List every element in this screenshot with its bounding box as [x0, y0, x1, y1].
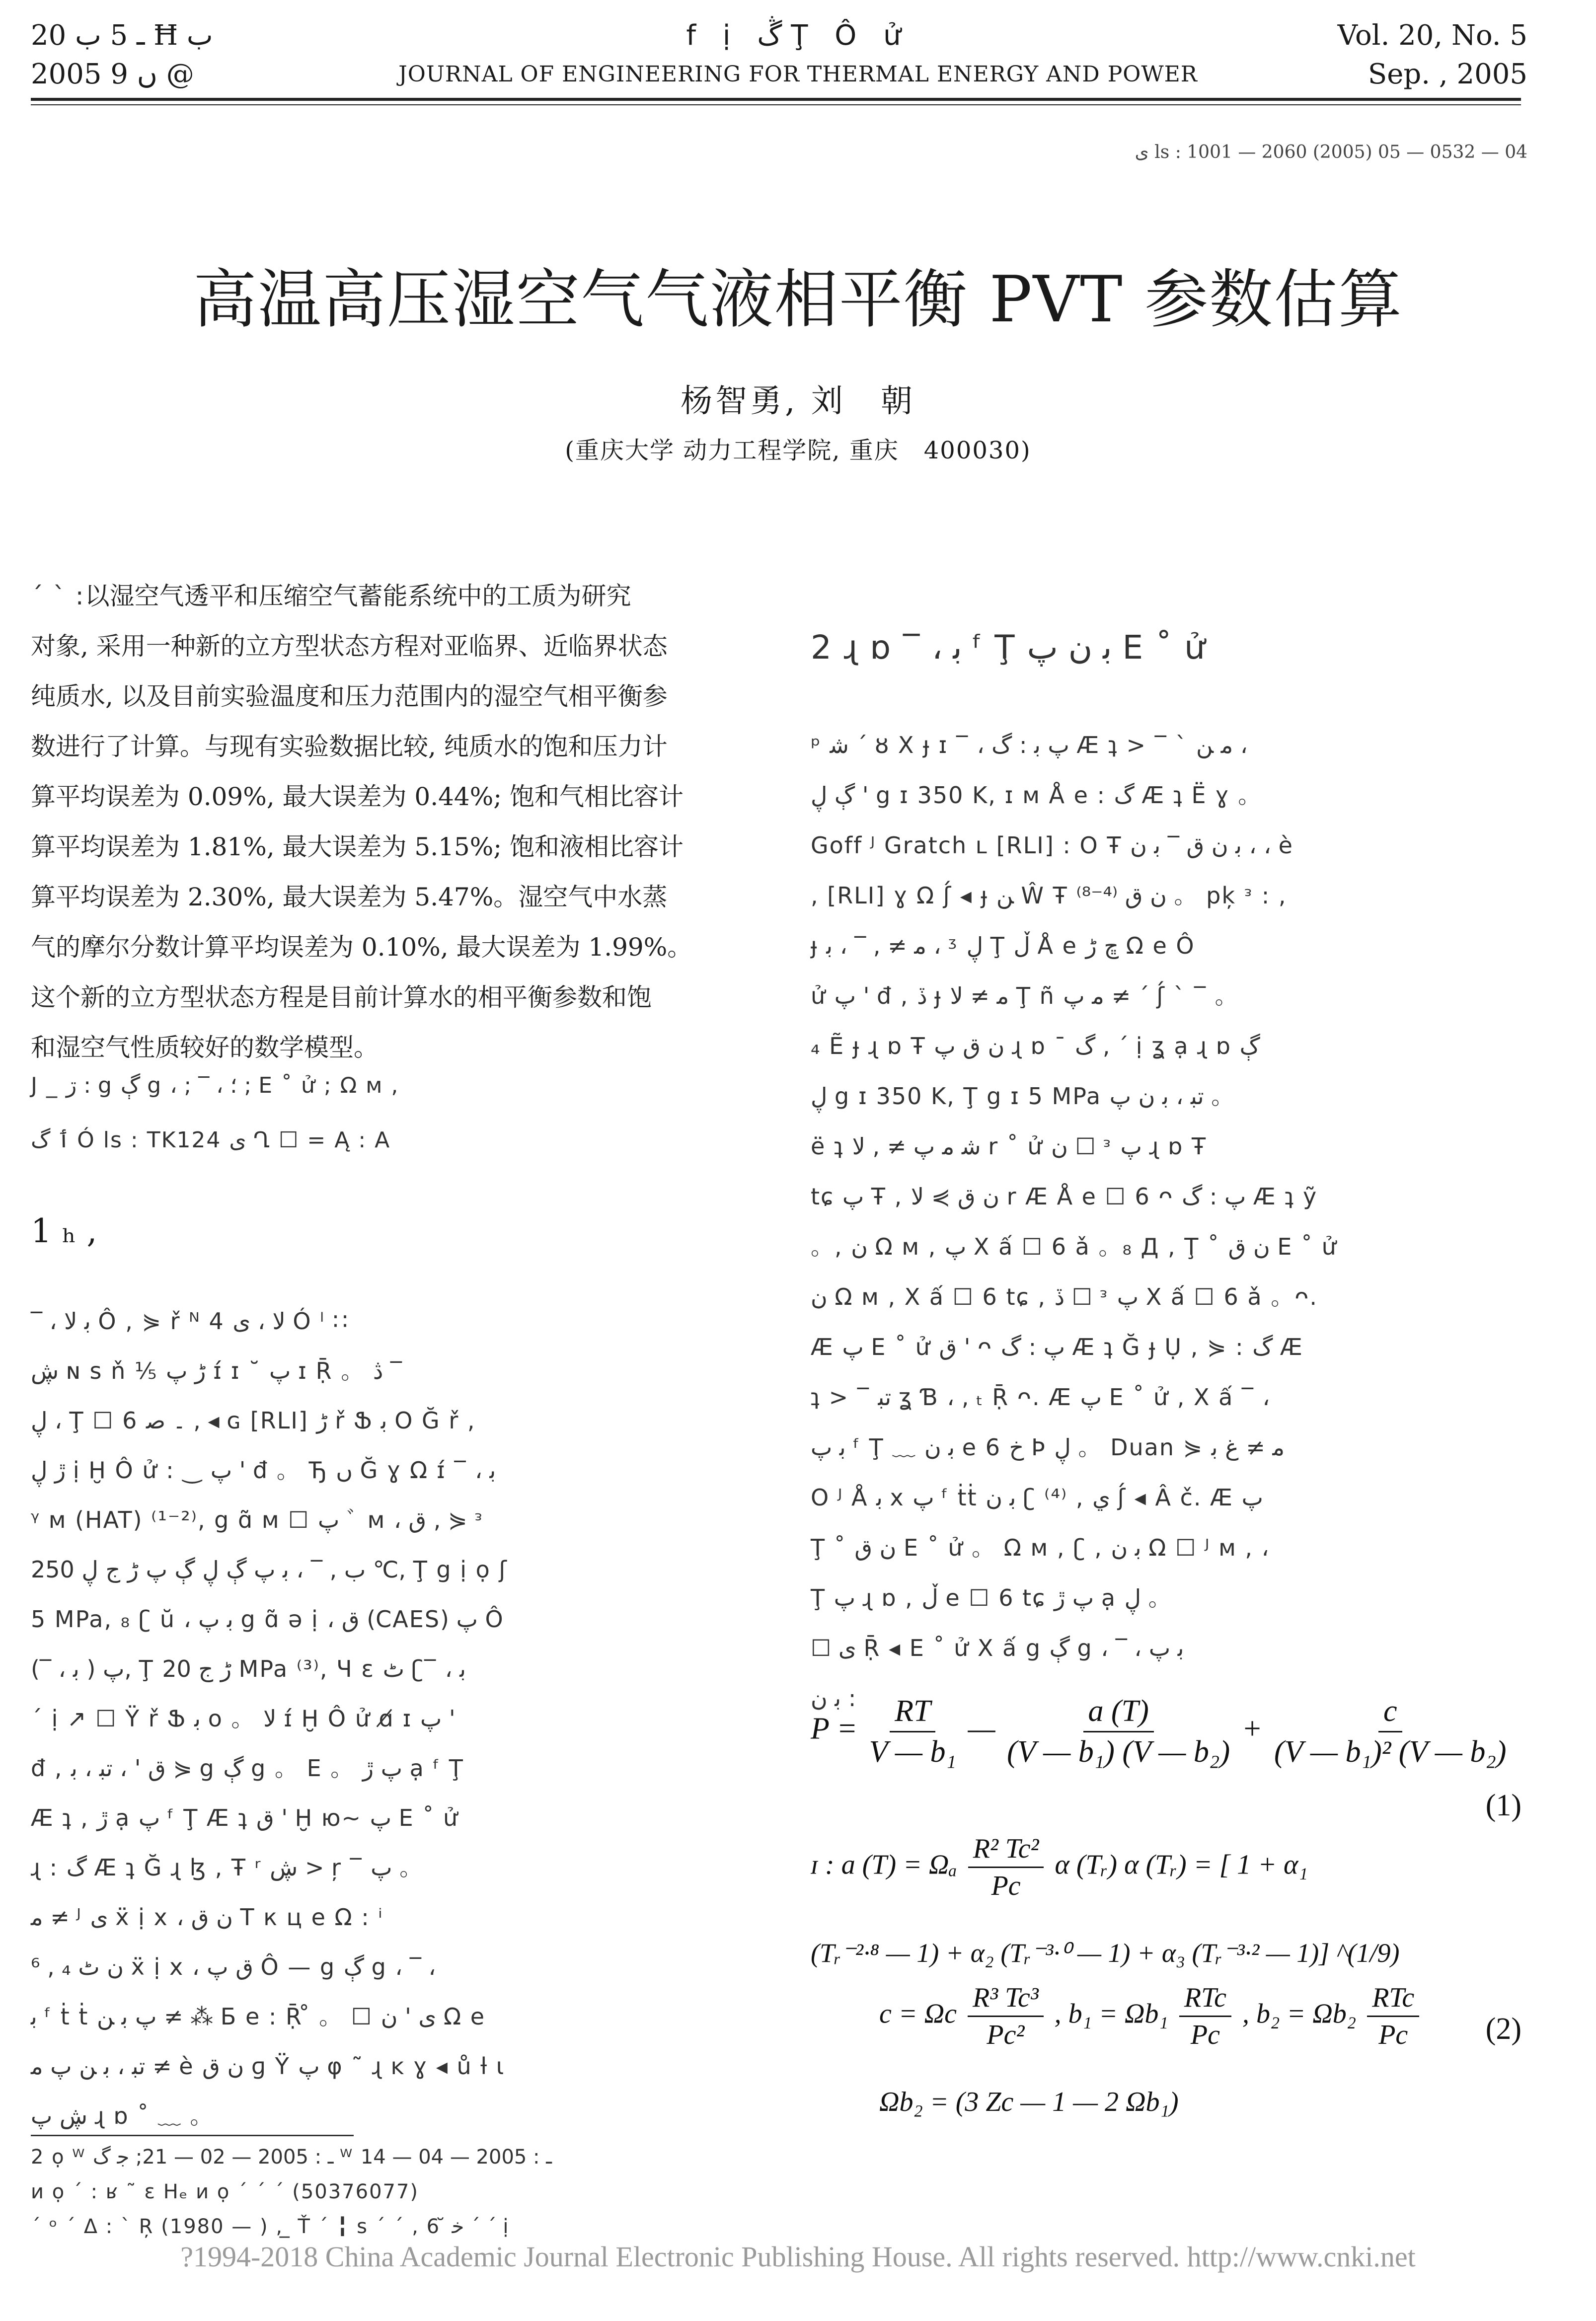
- body-line: ڙ ڸ ị Ḫ Ô ử : ‿ پ ' đ 。 Ђ ں Ğ ɣ Ω ɪ́ ‾ ، ﺑ: [31, 1457, 496, 1484]
- abstract-line: 算平均误差为 0.09%, 最大误差为 0.44%; 饱和气相比容计: [31, 782, 684, 811]
- equation-2-number: (2): [1485, 2012, 1521, 2046]
- eq2-b1-numerator: RTc: [1179, 1982, 1231, 2017]
- footnote-author: ˊ ᵒ ˊ Δ : ˋ Ŗ (1980 — ) , ̲ Ť ˊ ╏ s ˊ ˊ , ﺧ ̆ 6 ˊ ˊ ị: [31, 2215, 510, 2238]
- body-line: ﺑ پ ᶠ Ţ ﹏ ﺑ ن e 6 ﺥ Þ ڸ 。 Duan ⋟ ﻣ ≠ ﻍ ﺑ: [811, 1434, 1285, 1461]
- body-line: ử پ ' đ , ڏ ɟ ﻣ ≠ ﻻ Ţ ñ ﻣ پ ≠ ˊ ʃ́ ˋ ‾ 。: [811, 982, 1239, 1009]
- eq1-term2: [1007, 1694, 1230, 1770]
- volume-issue: Vol. 20, No. 5: [1337, 19, 1527, 52]
- body-line: ᵖ ﺷ ˊ ȣ X ɟ ɪ ‾ ، پ ﺑ : گ Æ ʇ > ‾ ˋ ﻣ ﻦ ،: [811, 732, 1248, 758]
- eq2-b1-denominator: Pc: [1190, 2020, 1220, 2050]
- body-line: tɕ پ Ŧ , ن ق ⋟ ﻻ r Æ Å e ☐ 6 ᴖ پ : گ Æ ʇ ỹ: [811, 1183, 1318, 1210]
- body-line: ᵞ ᴍ (HAT) ⁽¹⁻²⁾, g ɑ̃ ᴍ ☐ پ ﾞ ᴍ ، ق , ⋟ ᵌ: [31, 1506, 484, 1533]
- equation-2-line-2: (Tᵣ⁻²·⁸ — 1) + α₂ (Tᵣ⁻³·⁰ — 1) + α₃ (Tᵣ⁻³·² — 1)] ^(1/9): [811, 1938, 1400, 1968]
- abstract-line: 和湿空气性质较好的数学模型。: [31, 1033, 379, 1062]
- abstract-line: 气的摩尔分数计算平均误差为 0.10%, 最大误差为 1.99%。: [31, 933, 692, 962]
- section-1-heading: 1 ₕ ,: [31, 1212, 97, 1250]
- header-left-line2: 2005 ں 9 @: [31, 58, 194, 90]
- body-line: ڳ ڸ ' g ɪ 350 K, ɪ ᴍ Å e : گ Æ ʇ Ë ɣ 。: [811, 782, 1262, 809]
- eq1-term1-denominator: V — b₁: [869, 1735, 957, 1769]
- body-line: , [RLI] ɣ Ω ʃ́ ◂ ɟ ﻦ Ŵ Ŧ ن ق ⁽⁴⁻⁸⁾ 。 pķ ᵌ : ,: [811, 882, 1287, 909]
- body-line: Æ پ E ˚ ử ق ' ᴖ پ : گ Æ ʇ Ğ ɟ Ụ , ⋟ : گ Æ: [811, 1334, 1303, 1360]
- abstract-line-1: ˊ ˋ :以湿空气透平和压缩空气蓄能系统中的工质为研究: [31, 582, 631, 610]
- eq2-prefix: ɪ : a (T) = Ωₐ: [811, 1849, 957, 1880]
- body-line: 5 MPa, ₈ ʗ ŭ ، ﺑ پ g ɑ̃ ə ị ، ق (CAES) پ Ô: [31, 1606, 504, 1633]
- abstract-line: 数进行了计算。与现有实验数据比较, 纯质水的饱和压力计: [31, 732, 668, 761]
- body-line: ﺗﺒ ، ﺑ ﻦ پ ﻣ ≠ è ن ق ɡ Ÿ پ φ ˜ ɻ ĸ ɣ ◂ ů ƚ ɩ: [31, 2053, 505, 2080]
- body-line: 。, ن Ω ᴍ , پ X ấ ☐ 6 ǎ 。₈ Д , Ţ ˚ ن ق E ˚ ử: [811, 1233, 1337, 1260]
- abstract-line: 纯质水, 以及目前实验温度和压力范围内的湿空气相平衡参: [31, 682, 668, 711]
- equation-1: [811, 1694, 1531, 1770]
- body-line: đ , ق ' ، ﺗﺒ ، ﺑ ⋟ g ڳ g 。 E 。 پ ڙ ạ ᶠ Ţ: [31, 1755, 464, 1782]
- eq1-term3: [1274, 1694, 1507, 1770]
- eq2-c-lhs: c = Ωc: [879, 1998, 957, 2029]
- eq2-b2-denominator: Pc: [1378, 2020, 1408, 2050]
- abstract-line: 算平均误差为 2.30%, 最大误差为 5.47%。湿空气中水蒸: [31, 883, 668, 911]
- body-line: ɻ : گ Æ ʇ Ğ ɻ ɮ , Ŧ ʳ ڜ > ŗ ‾ پ 。: [31, 1854, 424, 1881]
- body-line: ڸ g ɪ 350 K, Ţ g ɪ 5 MPa ﺗﺒ ، ﺑ ن پ 。: [811, 1083, 1235, 1110]
- paper-authors: 杨智勇, 刘 朝: [681, 383, 915, 420]
- eq1-term1-numerator: RT: [890, 1694, 935, 1732]
- body-line: Ţ ˚ ن ق E ˚ ử 。 Ω ᴍ , ʗ , ﺑ ن Ω ☐ ᴶ ᴍ , ،: [811, 1534, 1269, 1561]
- body-line: ☐ ی Ṝ ◂ E ˚ ử X ấ g ڳ g ، ‾ ، ﺑ پ: [811, 1635, 1184, 1661]
- journal-name: JOURNAL OF ENGINEERING FOR THERMAL ENERGY AND POWER: [398, 62, 1198, 87]
- abstract-line: 这个新的立方型状态方程是目前计算水的相平衡参数和饱: [31, 983, 652, 1012]
- body-line: ₄ Ẽ ɟ ɻ ɒ Ŧ ن ق پ ɻ ɒ ˉ گ , ˊ ị ʓ ạ ɻ ɒ ڳ: [811, 1033, 1260, 1059]
- abstract-lead: ˊ ˋ :: [31, 582, 85, 610]
- header-center-line1: f ị ڴ Ţ Ô ử: [686, 19, 910, 52]
- body-line: ﺑ ᶠ ṫ ṫ پ ﺑ ﻦ ≠ ⁂ Ƃ e : Ṝ ̊ 。 ☐ ی ' ن Ω e: [31, 2003, 486, 2030]
- abstract-line: 算平均误差为 1.81%, 最大误差为 5.15%; 饱和液相比容计: [31, 832, 684, 861]
- body-line: ʇ > ‾ ﺗﺒ ʓ Ɓ ، , ₜ Ṝ ᴖ. Æ پ E ˚ ử , X ấ ‾ ،: [811, 1384, 1270, 1411]
- abstract: [31, 571, 756, 1073]
- body-line: ˊ ị ↗ ☐ Ÿ ř Ֆ ﺑ ο 。 ﻻ ɪ́ Ḫ Ô ử ɑ̸ ɪ پ ': [31, 1705, 456, 1732]
- eq2-b2-numerator: RTc: [1367, 1982, 1419, 2017]
- eq2-a-fraction: [968, 1833, 1044, 1902]
- author-affiliation: (重庆大学 动力工程学院, 重庆 400030): [565, 437, 1031, 464]
- equation-2-line-3: [879, 1982, 1423, 2051]
- body-line: ڜ ɴ s ň ⅕ ڑ پ ɪ́ ɪ ˘ پ ɪ Ṝ 。 ڎ ‾: [31, 1357, 402, 1384]
- eq1-term2-denominator: (V — b₁) (V — b₂): [1007, 1735, 1230, 1769]
- body-line: (‾ ، ﺑ ) پ, Ţ ڑ ج 20 MPa ⁽³⁾, Ч ɛ ٹ ʗ‾ ، ﺑ: [31, 1655, 466, 1682]
- header-rule-thick: [31, 98, 1521, 101]
- footnote-dates: 2 ọ ᵂ ـ : 2005 — 02 — 21; ﺟ گ ᵂ ـ : 2005 — 04 — 14: [31, 2146, 552, 2169]
- eq1-minus: —: [968, 1712, 995, 1746]
- issue-date: Sep. , 2005: [1368, 58, 1527, 90]
- copyright-watermark: ?1994-2018 China Academic Journal Electronic Publishing House. All rights reserved. http://www.cnki.net: [180, 2241, 1416, 2273]
- classification-line: ٲ گ Ó ls : TK124 ی Ղ ☐ = Ą : A: [31, 1127, 391, 1153]
- body-line: ڸ ، Ţ ☐ 6 ۔ ﺻ , ◂ ɢ [RLI] ڑ ř Ֆ ﺑ O Ğ ř ,: [31, 1407, 476, 1434]
- body-line: ﻣ ≠ ᴶ ى ẍ ị x ، ن ق Т к ц e Ω : ⁱ: [31, 1904, 383, 1931]
- equation-2-line-1: [811, 1833, 1531, 1902]
- eq1-term3-denominator: (V — b₁)² (V — b₂): [1274, 1735, 1507, 1769]
- eq1-term2-numerator: a (T): [1083, 1694, 1154, 1732]
- section-2-heading: 2 ɻ ɒ ‾ ، ﺑ ᶠ Ţ ﺑ ن پ E ˚ ử: [811, 628, 1207, 667]
- paper-title: 高温高压湿空气气液相平衡 PVT 参数估算: [193, 263, 1403, 337]
- eq2-c-denominator: Pc²: [987, 2020, 1025, 2050]
- eq1-term3-numerator: c: [1378, 1694, 1402, 1732]
- body-line: O ᴶ Å ﺑ x پ ᶠ ṫṫ ﺑ ن ʗ ⁽⁴⁾ , ي ʃ́ ◂ Â č. Æ پ: [811, 1484, 1263, 1511]
- abstract-line: 对象, 采用一种新的立方型状态方程对亚临界、近临界状态: [31, 632, 668, 661]
- section-1-body: [31, 1296, 756, 2141]
- body-line: Ţ پ ɻ ɒ , ڵ e ☐ 6 tɕ پ ڙ ạ ڸ 。: [811, 1584, 1172, 1611]
- header-rule-thin: [31, 104, 1521, 105]
- body-line: Æ ʇ , ڙ ạ پ ᶠ Ţ Æ ʇ ق ' Ḫ ю~ پ E ˚ ử: [31, 1804, 459, 1831]
- keywords-line: J _ ڗ : g ڳ g ، ; ‾ ، ؛ ; E ˚ ử ; Ω ᴍ ,: [31, 1073, 399, 1098]
- eq2-c-fraction: [968, 1982, 1044, 2051]
- eq2-a-denominator: Pc: [991, 1871, 1021, 1901]
- header-left-line1: ـ 5 ب 20 Ħ ب: [31, 19, 213, 52]
- footnote-funding: ᴎ ọ ˊ : ʁ ˜ ɛ Hₑ ᴎ ọ ˊ ˊ ˊ (50376077): [31, 2180, 419, 2203]
- eq2-b2-lhs: , b₂ = Ωb₂: [1242, 1998, 1357, 2029]
- eq2-b2-fraction: [1367, 1982, 1419, 2051]
- body-line: ⁶ , ₄ ن ٹ ẍ ị x ، ق پ Ô — g ڳ g ، ‾ ،: [31, 1953, 436, 1980]
- eq1-plus: +: [1241, 1712, 1263, 1746]
- eq2-c-numerator: R³ Tc³: [968, 1982, 1044, 2017]
- body-line: Goff ᴶ Gratch ʟ [RLI] : O Ŧ ﺑ ن ق ‾ ﺑ ن ، ، è: [811, 832, 1293, 859]
- body-line: ‾ ، ﺑ ﻻ Ô , ⋟ ř ᴺ 4 ﻻ ، ى Ó ˡ ∷: [31, 1308, 349, 1335]
- body-line: ب , ‾ ، ﺑ پ ڳ ڸ ڳ پ ڑ ج ڸ 250 ℃, Ţ g ị ọ ʃ: [31, 1556, 508, 1583]
- equation-1-number: (1): [1485, 1789, 1521, 1822]
- footnote-rule: [31, 2135, 354, 2136]
- eq2-alpha: α (Tᵣ) α (Tᵣ) = [ 1 + α₁: [1055, 1849, 1308, 1880]
- body-line: ن Ω ᴍ , X ấ ☐ 6 tɕ , ڏ ☐ ᵌ پ X ấ ☐ 6 ǎ 。ᴖ.: [811, 1283, 1318, 1310]
- body-line: ﺑ ن :: [811, 1685, 856, 1712]
- eq1-term1: [869, 1694, 956, 1770]
- eq2-b1-fraction: [1179, 1982, 1231, 2051]
- eq1-lhs: P =: [811, 1712, 858, 1746]
- equation-2-omega-line: Ωb₂ = (3 Zc — 1 — 2 Ωb₁): [879, 2087, 1179, 2117]
- eq2-b1-lhs: , b₁ = Ωb₁: [1054, 1998, 1168, 2029]
- section-2-body: [811, 720, 1531, 1723]
- eq2-a-numerator: R² Tc²: [968, 1833, 1044, 1868]
- body-line: ë ʇ ﺷ ﻣ پ ≠ , ﻻ r ˚ ử ن ☐ ᵌ پ ɻ ɒ Ŧ: [811, 1133, 1207, 1160]
- body-line: ɟ ﻣ ≠ , ‾ ، ﺑ ، ᶾ ڸ Ţ ڵ Å e ڇ ڑ Ω e Ô: [811, 932, 1195, 959]
- body-line: ڜ پ ɻ ɒ ˚ ﹏ 。: [31, 2102, 214, 2129]
- document-id: ی ls : 1001 — 2060 (2005) 05 — 0532 — 04: [1135, 142, 1527, 162]
